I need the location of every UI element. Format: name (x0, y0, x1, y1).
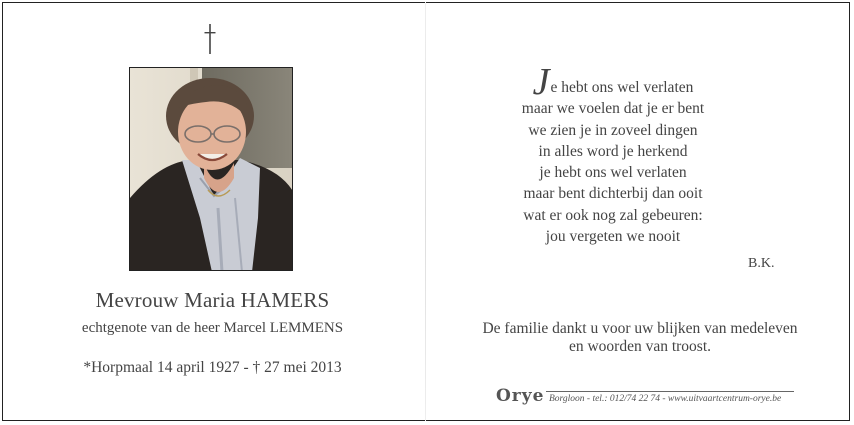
poem-line: je hebt ons wel verlaten (539, 164, 687, 182)
poem-line: we zien je in zoveel dingen (528, 121, 698, 139)
poem-line (498, 61, 728, 103)
poem-line: wat er ook nog zal gebeuren: (523, 206, 703, 224)
poem-line: maar bent dichterbij dan ooit (523, 185, 703, 203)
poem-dropcap: J (532, 61, 550, 103)
poem-line-text: e hebt ons wel verlaten (550, 79, 694, 96)
latin-cross-icon (204, 24, 216, 54)
memorial-poem (498, 61, 728, 247)
poem-line: jou vergeten we nooit (545, 228, 681, 246)
family-thanks (440, 320, 840, 356)
poem-line: maar we voelen dat je er bent (521, 100, 705, 118)
funeral-home-contact: Borgloon - tel.: 012/74 22 74 - www.uitvaartcentrum-orye.be (549, 394, 782, 404)
spouse-line: echtgenote van de heer Marcel LEMMENS (81, 320, 344, 336)
thanks-line: en woorden van troost. (568, 338, 712, 355)
portrait-photo (129, 67, 293, 271)
birth-death-dates: *Horpmaal 14 april 1927 - † 27 mei 2013 (83, 359, 342, 376)
deceased-name: Mevrouw Maria HAMERS (95, 288, 330, 312)
card-fold-line (425, 2, 426, 421)
poem-signature: B.K. (748, 256, 775, 271)
thanks-line: De familie dankt u voor uw blijken van medeleven (482, 320, 798, 337)
footer-divider (546, 391, 794, 392)
funeral-home-logo: Orye (496, 386, 545, 406)
poem-line: in alles word je herkend (538, 142, 688, 160)
